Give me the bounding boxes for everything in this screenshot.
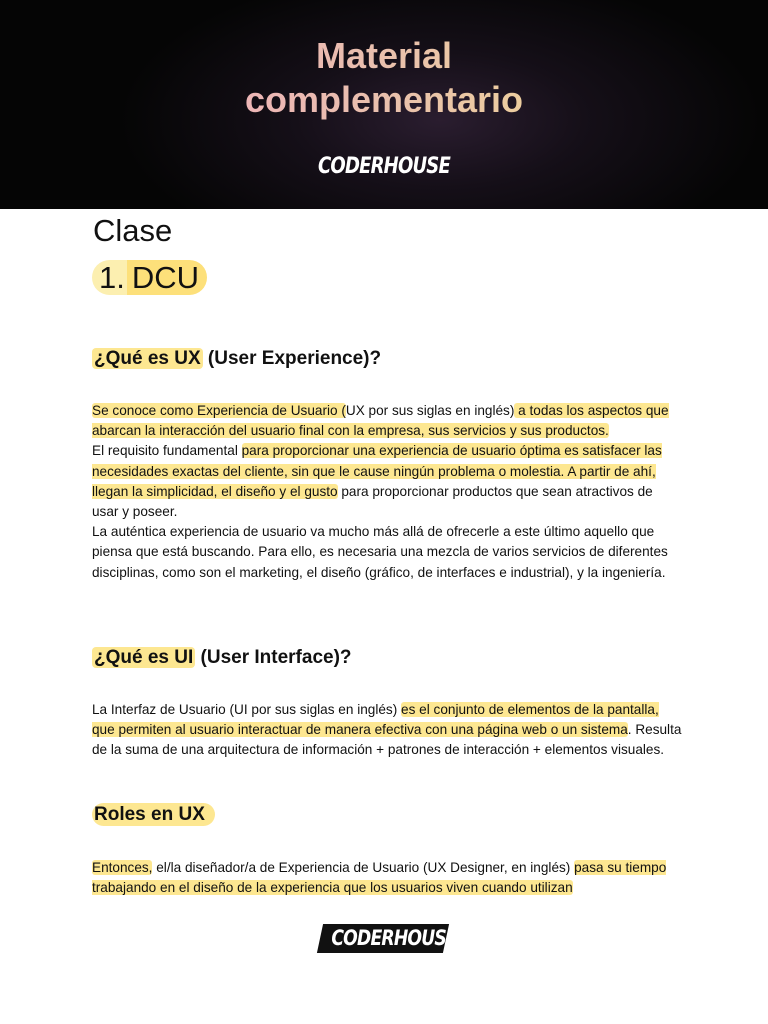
ux-p2-highlight: para proporcionar una experiencia de usuario óptima es satisfacer las necesidades exactas del cliente, sin que le cause ningún problema o molestia. A partir de ahí, llegan la simplicidad, el diseño y el gusto <box>92 443 662 499</box>
ui-p1-text-b: . Resulta de la suma de una arquitectura de información + patrones de interacción + elementos visuales. <box>92 722 682 758</box>
coderhouse-footer-logo <box>317 924 457 953</box>
ui-paragraphs <box>92 700 682 761</box>
ux-paragraph-1 <box>92 401 682 441</box>
heading-que-es-ux <box>92 347 381 371</box>
ux-paragraphs <box>92 401 682 583</box>
heading-ux-highlight: ¿Qué es UX <box>94 348 201 369</box>
ux-paragraph-3: La auténtica experiencia de usuario va mucho más allá de ofrecerle a este último aquello que piensa que está buscando. Para ello, es necesaria una mezcla de varios servicios de diferentes disciplinas, como son el marketing, el diseño (gráfico, de interfaces e industrial), y la ingeniería. <box>92 524 668 580</box>
clase-label: Clase <box>93 213 173 248</box>
footer-brand-text: CODERHOUSE <box>331 926 457 950</box>
coderhouse-logo: CODERHOUSE <box>318 154 450 179</box>
clase-number: 1. <box>92 260 127 295</box>
ux-p1-highlight-b: a todas los aspectos que abarcan la interacción del usuario final con la empresa, sus servicios y sus productos. <box>92 403 669 439</box>
clase-topic-name: DCU <box>127 260 207 295</box>
heading-roles-en-ux <box>92 803 215 827</box>
heading-ux-rest: (User Experience)? <box>202 348 382 369</box>
ux-p1-text: UX por sus siglas en inglés) <box>345 403 515 418</box>
heading-ui-rest: (User Interface)? <box>195 647 352 668</box>
heading-ui-highlight: ¿Qué es UI <box>94 647 194 668</box>
header-banner <box>0 0 768 209</box>
heading-que-es-ui <box>92 646 352 670</box>
ui-p1-highlight: es el conjunto de elementos de la pantalla, que permiten al usuario interactuar de manera efectiva con una página web o un sistema <box>92 702 659 738</box>
document-title-line-2: complementario <box>0 78 768 122</box>
roles-p1-highlight-a: Entonces, <box>92 860 153 875</box>
heading-roles-highlight: Roles en UX <box>92 803 215 826</box>
roles-paragraphs <box>92 858 682 898</box>
roles-paragraph-1 <box>92 858 682 898</box>
document-title-line-1: Material <box>0 34 768 78</box>
roles-p1-highlight-b: pasa su tiempo trabajando en el diseño de la experiencia que los usuarios viven cuando utilizan <box>92 860 667 896</box>
ux-paragraph-2 <box>92 441 682 522</box>
ux-p2-text-b: para proporcionar productos que sean atractivos de usar y poseer. <box>92 483 653 520</box>
ux-p1-highlight-a: Se conoce como Experiencia de Usuario ( <box>92 403 346 418</box>
ui-paragraph-1 <box>92 700 682 761</box>
ui-p1-text-a: La Interfaz de Usuario (UI por sus siglas en inglés) <box>92 702 402 717</box>
roles-p1-text: el/la diseñador/a de Experiencia de Usuario (UX Designer, en inglés) <box>152 860 575 875</box>
clase-topic <box>86 258 213 298</box>
ux-p2-text-a: El requisito fundamental <box>92 443 242 459</box>
